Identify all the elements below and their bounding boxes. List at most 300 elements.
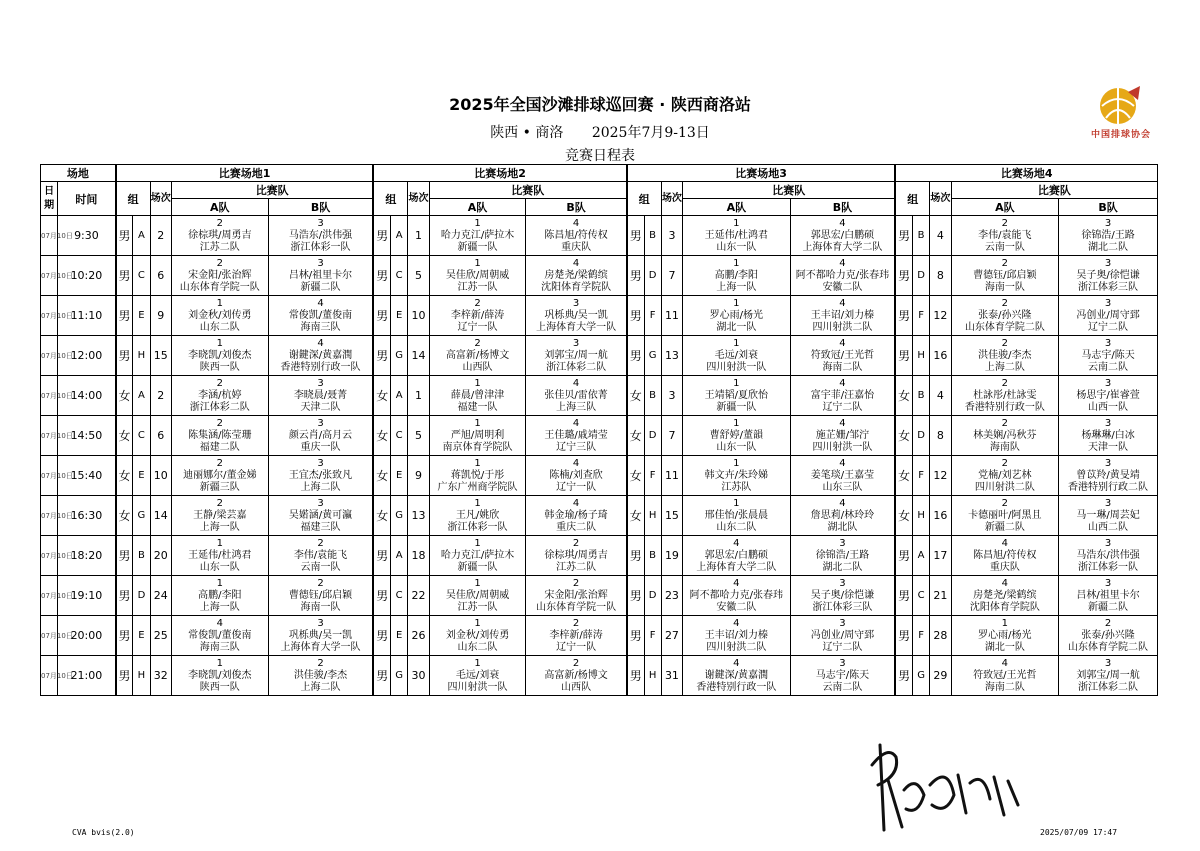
team-players: 高鹏/李阳 [714,269,759,281]
team-a-cell [429,256,526,296]
group-header: 组 [116,182,150,216]
group-header: 组 [895,182,929,216]
match-number-cell: 1 [408,376,429,416]
team-players: 王丰诏/刘力榛 [810,309,875,321]
team-seed: 4 [839,297,846,309]
team-seed: 1 [733,497,740,509]
team-seed: 2 [216,217,223,229]
team-club: 上海二队 [300,481,341,493]
team-b-cell [1059,496,1158,536]
team-a-cell [951,616,1058,656]
match-date: 07月10日 [41,256,58,296]
team-seed: 4 [733,577,740,589]
team-b-cell [1059,656,1158,696]
team-a-cell [683,456,790,496]
match-time: 14:00 [58,376,116,416]
team-club: 浙江体彩三队 [1078,281,1139,293]
team-b-cell [526,296,627,336]
team-club: 海南一队 [984,281,1025,293]
team-b-cell [1059,456,1158,496]
gender-cell: 女 [373,456,390,496]
team-players: 杜詠彤/杜詠雯 [973,389,1037,401]
group-cell: A [391,376,408,416]
team-club: 山东一队 [716,441,757,453]
team-seed: 3 [839,657,846,669]
team-players: 李伟/袁能飞 [293,549,348,561]
team-club: 香港特别行政二队 [1068,481,1149,493]
team-club: 辽宁二队 [1088,321,1129,333]
court-2-header: 比赛场地2 [373,165,626,182]
gender-cell: 男 [373,616,390,656]
team-club: 山东体育学院二队 [1068,641,1149,653]
team-seed: 1 [733,457,740,469]
gender-cell: 女 [895,376,912,416]
team-seed: 3 [1104,577,1112,589]
gender-cell: 男 [627,296,644,336]
team-club: 山东一队 [199,561,240,573]
team-club: 陕西一队 [199,681,240,693]
team-b-cell [268,496,373,536]
team-players: 马志宇/陈天 [815,669,870,681]
team-club: 四川射洪一队 [447,681,508,693]
team-seed: 1 [474,497,481,509]
team-seed: 4 [839,217,846,229]
team-b-cell [790,376,895,416]
team-club: 湖北二队 [1088,241,1129,253]
team-b-cell [1059,576,1158,616]
team-players: 吕林/祖里卡尔 [288,269,353,281]
team-a-cell [951,576,1058,616]
team-club: 香港特别行政一队 [964,401,1045,413]
team-players: 谢鍵深/黄嘉潤 [704,669,769,681]
gender-cell: 女 [116,416,133,456]
team-seed: 3 [1104,457,1112,469]
group-cell: G [391,496,408,536]
match-date: 07月10日 [41,336,58,376]
team-seed: 3 [317,457,324,469]
team-club: 山西队 [462,361,493,373]
team-club: 香港特别行政一队 [280,361,361,373]
group-cell: B [133,536,150,576]
team-club: 海南队 [989,441,1020,453]
team-seed: 3 [1104,217,1112,229]
team-players: 邢佳怡/张晨晨 [704,509,769,521]
team-seed: 4 [1001,657,1009,669]
team-b-cell [790,336,895,376]
team-players: 吕林/祖里卡尔 [1076,589,1140,601]
team-players: 符致冠/王光哲 [810,349,875,361]
group-cell: H [913,336,930,376]
team-players: 刘郭宝/周一航 [544,349,608,361]
team-players: 徐棕琪/周勇吉 [188,229,252,241]
teams-header: 比赛队 [683,182,896,199]
team-a-cell [951,416,1058,456]
gender-cell: 男 [895,336,912,376]
team-seed: 4 [572,457,580,469]
gender-cell: 女 [116,376,133,416]
match-date: 07月10日 [41,416,58,456]
team-seed: 4 [733,617,740,629]
team-seed: 2 [317,577,324,589]
match-number-cell: 11 [661,456,682,496]
match-number-cell: 2 [150,376,171,416]
team-club: 海南二队 [984,681,1025,693]
group-cell: C [133,256,150,296]
team-a-cell [171,376,268,416]
team-players: 巩栎典/吴一凯 [544,309,608,321]
match-number-header: 场次 [408,182,429,216]
team-seed: 4 [839,257,846,269]
team-seed: 3 [1104,297,1112,309]
group-cell: F [913,456,930,496]
team-club: 海南一队 [300,601,341,613]
team-players: 宋金阳/张治辉 [188,269,252,281]
team-a-header: A队 [171,199,268,216]
team-b-cell [526,336,627,376]
match-number-cell: 25 [150,616,171,656]
team-seed: 3 [839,537,846,549]
team-b-cell [1059,296,1158,336]
volleyball-association-logo-icon [1088,84,1152,152]
gender-cell: 男 [116,216,133,256]
group-cell: D [644,576,661,616]
team-players: 阿不都哈力克/张春玮 [795,269,890,281]
team-players: 房楚尧/梁鹤缤 [973,589,1037,601]
team-club: 上海一队 [199,521,240,533]
match-time: 11:10 [58,296,116,336]
match-number-cell: 28 [930,616,951,656]
team-players: 阿不都哈力克/张春玮 [689,589,784,601]
team-a-cell [683,216,790,256]
team-players: 迪丽娜尔/董金娣 [183,469,257,481]
match-number-cell: 30 [408,656,429,696]
match-date: 07月10日 [41,536,58,576]
team-b-cell [790,656,895,696]
court-3-header: 比赛场地3 [627,165,895,182]
match-number-cell: 11 [661,296,682,336]
team-players: 富宇菲/汪嘉怡 [810,389,875,401]
team-players: 罗心雨/杨光 [709,309,764,321]
team-a-cell [683,256,790,296]
team-b-cell [526,496,627,536]
team-b-cell [268,256,373,296]
team-seed: 1 [474,657,481,669]
match-time: 9:30 [58,216,116,256]
team-club: 山东一队 [716,241,757,253]
team-b-cell [268,216,373,256]
team-club: 四川射洪一队 [812,441,873,453]
team-a-cell [429,336,526,376]
team-club: 安徽二队 [716,601,757,613]
team-players: 詹思莉/林玲玲 [810,509,875,521]
team-club: 福建二队 [199,441,240,453]
team-seed: 2 [474,297,481,309]
match-number-header: 场次 [661,182,682,216]
team-club: 山东体育学院一队 [536,601,617,613]
team-seed: 1 [216,657,223,669]
group-cell: G [391,336,408,376]
match-number-cell: 4 [930,216,951,256]
gender-cell: 女 [895,416,912,456]
team-club: 上海二队 [984,361,1025,373]
group-cell: D [644,256,661,296]
team-seed: 3 [1104,257,1112,269]
gender-cell: 男 [116,576,133,616]
team-a-cell [171,216,268,256]
group-header: 组 [373,182,407,216]
match-number-cell: 9 [408,456,429,496]
team-club: 山东三队 [822,481,863,493]
team-players: 王静/梁芸嘉 [193,509,247,521]
gender-cell: 男 [627,616,644,656]
team-header-row [41,199,1158,216]
team-seed: 4 [317,337,324,349]
event-dates: 2025年7月9-13日 [591,125,710,141]
team-players: 曹德钰/邱启颖 [973,269,1037,281]
date-header: 日期 [41,182,58,216]
team-seed: 4 [216,617,223,629]
court-4-header: 比赛场地4 [895,165,1157,182]
team-club: 天津二队 [300,401,341,413]
team-a-cell [429,416,526,456]
team-b-cell [1059,336,1158,376]
team-seed: 4 [1001,537,1009,549]
team-seed: 1 [733,257,740,269]
team-club: 四川射洪二队 [974,481,1035,493]
gender-cell: 男 [116,656,133,696]
team-a-cell [429,536,526,576]
group-cell: F [644,456,661,496]
team-seed: 3 [572,337,580,349]
team-b-cell [268,376,373,416]
team-a-cell [171,496,268,536]
team-club: 重庆一队 [300,441,341,453]
team-club: 沈阳体育学院队 [541,281,612,293]
match-date: 07月10日 [41,496,58,536]
team-players: 陈集涵/陈莹珊 [188,429,252,441]
team-club: 新疆二队 [1088,601,1129,613]
gender-cell: 男 [895,576,912,616]
gender-cell: 男 [895,216,912,256]
team-club: 辽宁一队 [457,321,498,333]
team-club: 重庆二队 [556,521,597,533]
team-seed: 4 [572,217,580,229]
team-players: 陈昌旭/符传权 [544,229,608,241]
team-players: 张泰/孙兴隆 [1081,629,1135,641]
group-cell: H [644,656,661,696]
match-date: 07月10日 [41,216,58,256]
team-seed: 1 [474,577,481,589]
group-cell: B [644,376,661,416]
team-a-cell [951,216,1058,256]
group-cell: F [644,296,661,336]
team-club: 山西一队 [1088,401,1129,413]
team-b-cell [526,576,627,616]
team-b-cell [268,616,373,656]
team-club: 江苏二队 [556,561,597,573]
team-seed: 4 [839,497,846,509]
team-a-cell [171,416,268,456]
team-players: 曾苡羚/黄旻靖 [1076,469,1140,481]
group-cell: G [913,656,930,696]
team-players: 高鹏/李阳 [198,589,242,601]
match-date: 07月10日 [41,576,58,616]
team-players: 颜云肖/高月云 [288,429,353,441]
group-cell: F [913,616,930,656]
team-club: 浙江体彩一队 [447,521,508,533]
team-players: 李涵/杭婷 [198,389,242,401]
team-club: 辽宁一队 [556,481,597,493]
team-club: 云南二队 [1088,361,1129,373]
team-b-header: B队 [790,199,895,216]
team-b-cell [1059,256,1158,296]
team-a-cell [429,656,526,696]
team-b-cell [790,536,895,576]
match-number-cell: 12 [930,296,951,336]
gender-cell: 男 [895,536,912,576]
team-players: 符致冠/王光哲 [973,669,1037,681]
team-seed: 2 [1001,417,1009,429]
team-seed: 3 [317,217,324,229]
match-number-cell: 21 [930,576,951,616]
team-seed: 2 [1001,497,1009,509]
team-players: 常俊凯/董俊南 [188,629,252,641]
gender-cell: 男 [373,216,390,256]
logo-text: 中国排球协会 [1090,130,1151,140]
team-players: 吴婼涵/黄可瀛 [288,509,353,521]
team-players: 薛晨/曾津津 [450,389,505,401]
team-players: 郭思宏/白鹏硕 [810,229,875,241]
match-number-cell: 18 [408,536,429,576]
gender-cell: 女 [627,496,644,536]
team-players: 杨思宇/崔睿萱 [1076,389,1140,401]
match-number-cell: 7 [661,416,682,456]
team-b-cell [526,216,627,256]
gender-cell: 女 [627,376,644,416]
gender-cell: 男 [116,536,133,576]
team-club: 南京体育学院队 [442,441,513,453]
team-club: 安徽二队 [822,281,863,293]
team-club: 新疆二队 [300,281,341,293]
team-club: 浙江体彩二队 [189,401,250,413]
gender-cell: 男 [116,336,133,376]
group-cell: B [644,216,661,256]
team-club: 浙江体彩三队 [812,601,873,613]
match-number-cell: 27 [661,616,682,656]
team-players: 陈昌旭/符传权 [973,549,1037,561]
team-club: 浙江体彩一队 [1078,561,1139,573]
group-cell: C [913,576,930,616]
team-players: 徐锦浩/王路 [1081,229,1135,241]
match-number-cell: 13 [661,336,682,376]
match-number-cell: 31 [661,656,682,696]
team-players: 房楚尧/梁鹤缤 [544,269,608,281]
team-a-cell [951,456,1058,496]
team-a-cell [429,296,526,336]
team-seed: 2 [1104,617,1112,629]
team-club: 浙江体彩二队 [546,361,607,373]
group-cell: C [133,416,150,456]
group-cell: B [913,216,930,256]
team-players: 高富新/杨博文 [445,349,510,361]
team-seed: 4 [572,377,580,389]
match-time: 21:00 [58,656,116,696]
team-players: 陈楠/刘查欣 [549,469,603,481]
team-players: 刘郭宝/周一航 [1076,669,1140,681]
team-seed: 2 [317,537,324,549]
team-club: 香港特别行政一队 [696,681,777,693]
group-cell: G [644,336,661,376]
group-cell: F [644,616,661,656]
gender-cell: 男 [627,256,644,296]
teams-header: 比赛队 [429,182,627,199]
team-players: 党楠/刘艺林 [978,469,1032,481]
team-seed: 1 [733,217,740,229]
match-number-cell: 10 [150,456,171,496]
group-cell: E [391,616,408,656]
match-row [41,416,1158,456]
team-b-cell [526,456,627,496]
gender-cell: 男 [627,336,644,376]
team-a-cell [951,336,1058,376]
match-row [41,336,1158,376]
team-seed: 3 [317,497,324,509]
team-club: 山东二队 [457,641,498,653]
team-seed: 4 [733,537,740,549]
match-row [41,616,1158,656]
team-players: 毛远/刘衰 [455,669,500,681]
team-club: 浙江体彩二队 [1078,681,1139,693]
team-club: 江苏一队 [457,281,498,293]
team-seed: 2 [1001,217,1009,229]
gender-cell: 女 [373,416,390,456]
team-b-cell [526,656,627,696]
team-club: 山东二队 [199,321,240,333]
match-number-cell: 3 [661,376,682,416]
team-seed: 3 [1104,537,1112,549]
match-number-cell: 8 [930,416,951,456]
team-club: 上海一队 [716,281,757,293]
teams-header: 比赛队 [171,182,373,199]
group-cell: H [644,496,661,536]
group-cell: E [133,296,150,336]
team-players: 王延伟/杜鸿君 [704,229,769,241]
match-date: 07月10日 [41,296,58,336]
team-club: 四川射洪二队 [812,321,873,333]
team-b-cell [526,376,627,416]
match-time: 16:30 [58,496,116,536]
group-cell: E [391,456,408,496]
team-b-cell [526,416,627,456]
group-cell: C [391,256,408,296]
team-b-header: B队 [268,199,373,216]
match-number-cell: 24 [150,576,171,616]
team-players: 李晓晨/聂菁 [293,389,348,401]
match-time: 18:20 [58,536,116,576]
team-players: 哈力克江/萨拉木 [440,549,515,561]
team-players: 李梓新/薛涛 [450,309,505,321]
team-seed: 2 [1001,297,1009,309]
gender-cell: 男 [373,256,390,296]
match-number-cell: 1 [408,216,429,256]
team-a-cell [951,376,1058,416]
team-players: 洪佳骏/李杰 [293,669,348,681]
team-club: 辽宁二队 [822,401,863,413]
team-b-header: B队 [526,199,627,216]
group-cell: E [133,616,150,656]
team-seed: 1 [474,537,481,549]
team-seed: 3 [1104,377,1112,389]
